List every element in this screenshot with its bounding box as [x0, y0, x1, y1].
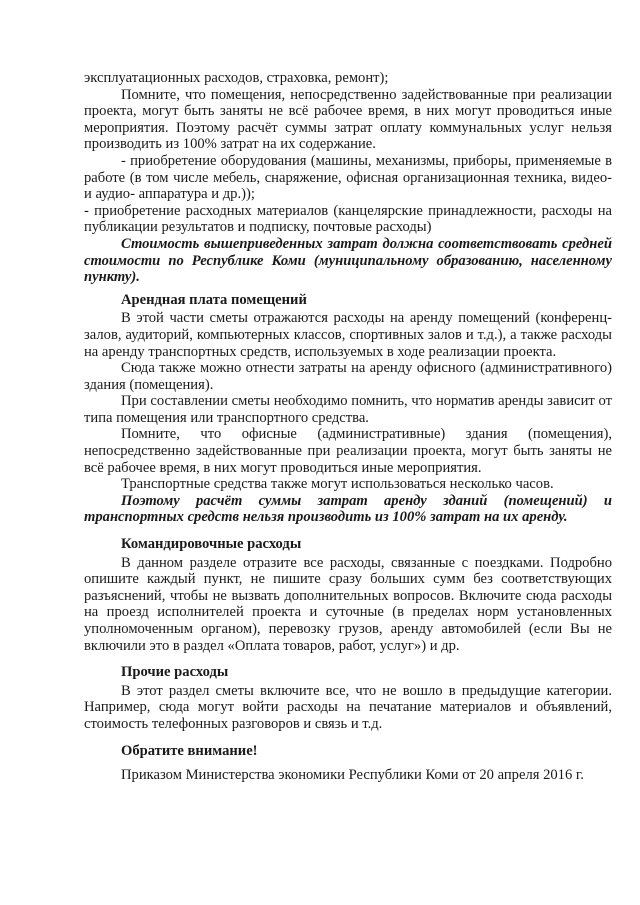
heading-rent: Арендная плата помещений	[121, 291, 307, 308]
heading-attention: Обратите внимание!	[121, 742, 258, 759]
paragraph-utilities-note: Помните, что помещения, непосредственно задействованные при реализации проекта, могут быть заняты не всё рабочее время, в них могут проводиться иные мероприятия. Поэтому расчёт суммы затрат оплату коммунальных услуг нельзя производить из 100% затрат на их содержание.	[84, 86, 612, 153]
paragraph-other-description: В этот раздел сметы включите все, что не вошло в предыдущие категории. Например, сюда могут войти расходы на печатание материалов и объявлений, стоимость телефонных разговоров и связь и т.д.	[84, 682, 612, 732]
heading-other: Прочие расходы	[121, 664, 229, 681]
list-item-consumables: - приобретение расходных материалов (канцелярские принадлежности, расходы на публикации результатов и подписку, почтовые расходы)	[84, 202, 612, 236]
heading-travel: Командировочные расходы	[121, 536, 302, 553]
document-page	[84, 70, 612, 784]
paragraph-rent-conclusion: Поэтому расчёт суммы затрат аренду зданий (помещений) и транспортных средств нельзя производить из 100% затрат на их аренду.	[84, 492, 612, 526]
paragraph-rent-office: Сюда также можно отнести затраты на аренду офисного (административного) здания (помещения).	[84, 360, 612, 393]
list-item-equipment: - приобретение оборудования (машины, механизмы, приборы, применяемые в работе (в том числе мебель, снаряжение, офисная организационная техника, видео- и аудио- аппаратура и др.));	[84, 152, 612, 203]
paragraph-rent-note: Помните, что офисные (административные) здания (помещения), непосредственно задействованные при реализации проекта, могут быть заняты не всё рабочее время, в них могут проводиться иные мероприятия.	[84, 426, 612, 476]
paragraph-rent-norm: При составлении сметы необходимо помнить, что норматив аренды зависит от типа помещения или транспортного средства.	[84, 393, 612, 426]
paragraph-continuation: эксплуатационных расходов, страховка, ремонт);	[84, 70, 389, 86]
paragraph-rent-description: В этой части сметы отражаются расходы на аренду помещений (конференц-залов, аудиторий, компьютерных классов, спортивных залов и т.д.), а также расходы на аренду транспортных средств, используемых в ходе реализации проекта.	[84, 310, 612, 360]
paragraph-cost-requirement: Стоимость вышеприведенных затрат должна соответствовать средней стоимости по Республике Коми (муниципальному образованию, населенному пункту).	[84, 235, 612, 286]
paragraph-order: Приказом Министерства экономики Республики Коми от 20 апреля 2016 г.	[121, 767, 584, 784]
paragraph-rent-transport: Транспортные средства также могут использоваться несколько часов.	[121, 476, 554, 493]
paragraph-travel-description: В данном разделе отразите все расходы, связанные с поездками. Подробно опишите каждый пункт, не пишите сразу больших сумм без соответствующих разъяснений, чтобы не вызвать дополнительных вопросов. Включите сюда расходы на проезд исполнителей проекта и суточные (в пределах норм установленных уполномоченным органом), перевозку грузов, аренду автомобилей (если Вы не включили это в раздел «Оплата товаров, работ, услуг») и др.	[84, 554, 612, 654]
